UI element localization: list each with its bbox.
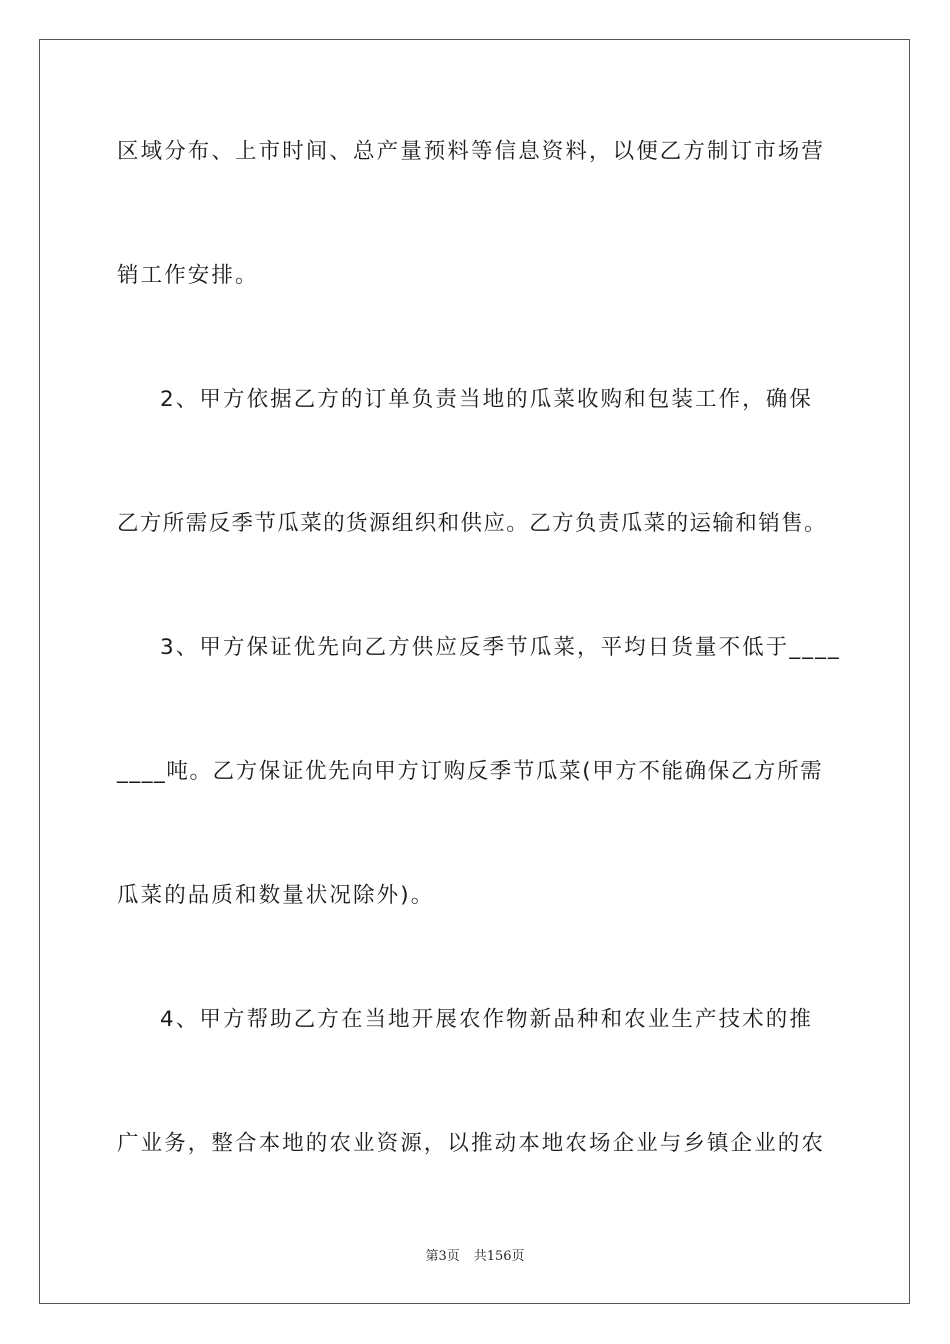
- body-text-line: 销工作安排。: [117, 263, 259, 288]
- body-text-line: 乙方所需反季节瓜菜的货源组织和供应。乙方负责瓜菜的运输和销售。: [117, 511, 827, 536]
- body-text-line: 广业务，整合本地的农业资源，以推动本地农场企业与乡镇企业的农: [117, 1131, 826, 1156]
- paragraph-4-start: 4、甲方帮助乙方在当地开展农作物新品种和农业生产技术的推: [160, 1007, 813, 1032]
- page-total: 共156页: [473, 1249, 525, 1264]
- paragraph-3-start: 3、甲方保证优先向乙方供应反季节瓜菜，平均日货量不低于____: [160, 635, 841, 660]
- body-text-line: 区域分布、上市时间、总产量预料等信息资料，以便乙方制订市场营: [117, 139, 826, 164]
- body-text-line: 瓜菜的品质和数量状况除外)。: [117, 883, 435, 908]
- body-text-line: ____吨。乙方保证优先向甲方订购反季节瓜菜(甲方不能确保乙方所需: [117, 759, 824, 784]
- page-border: [39, 39, 910, 1304]
- page-number: 第3页: [425, 1249, 460, 1264]
- paragraph-2-start: 2、甲方依据乙方的订单负责当地的瓜菜收购和包装工作，确保: [160, 387, 813, 412]
- page-footer: [0, 1248, 950, 1266]
